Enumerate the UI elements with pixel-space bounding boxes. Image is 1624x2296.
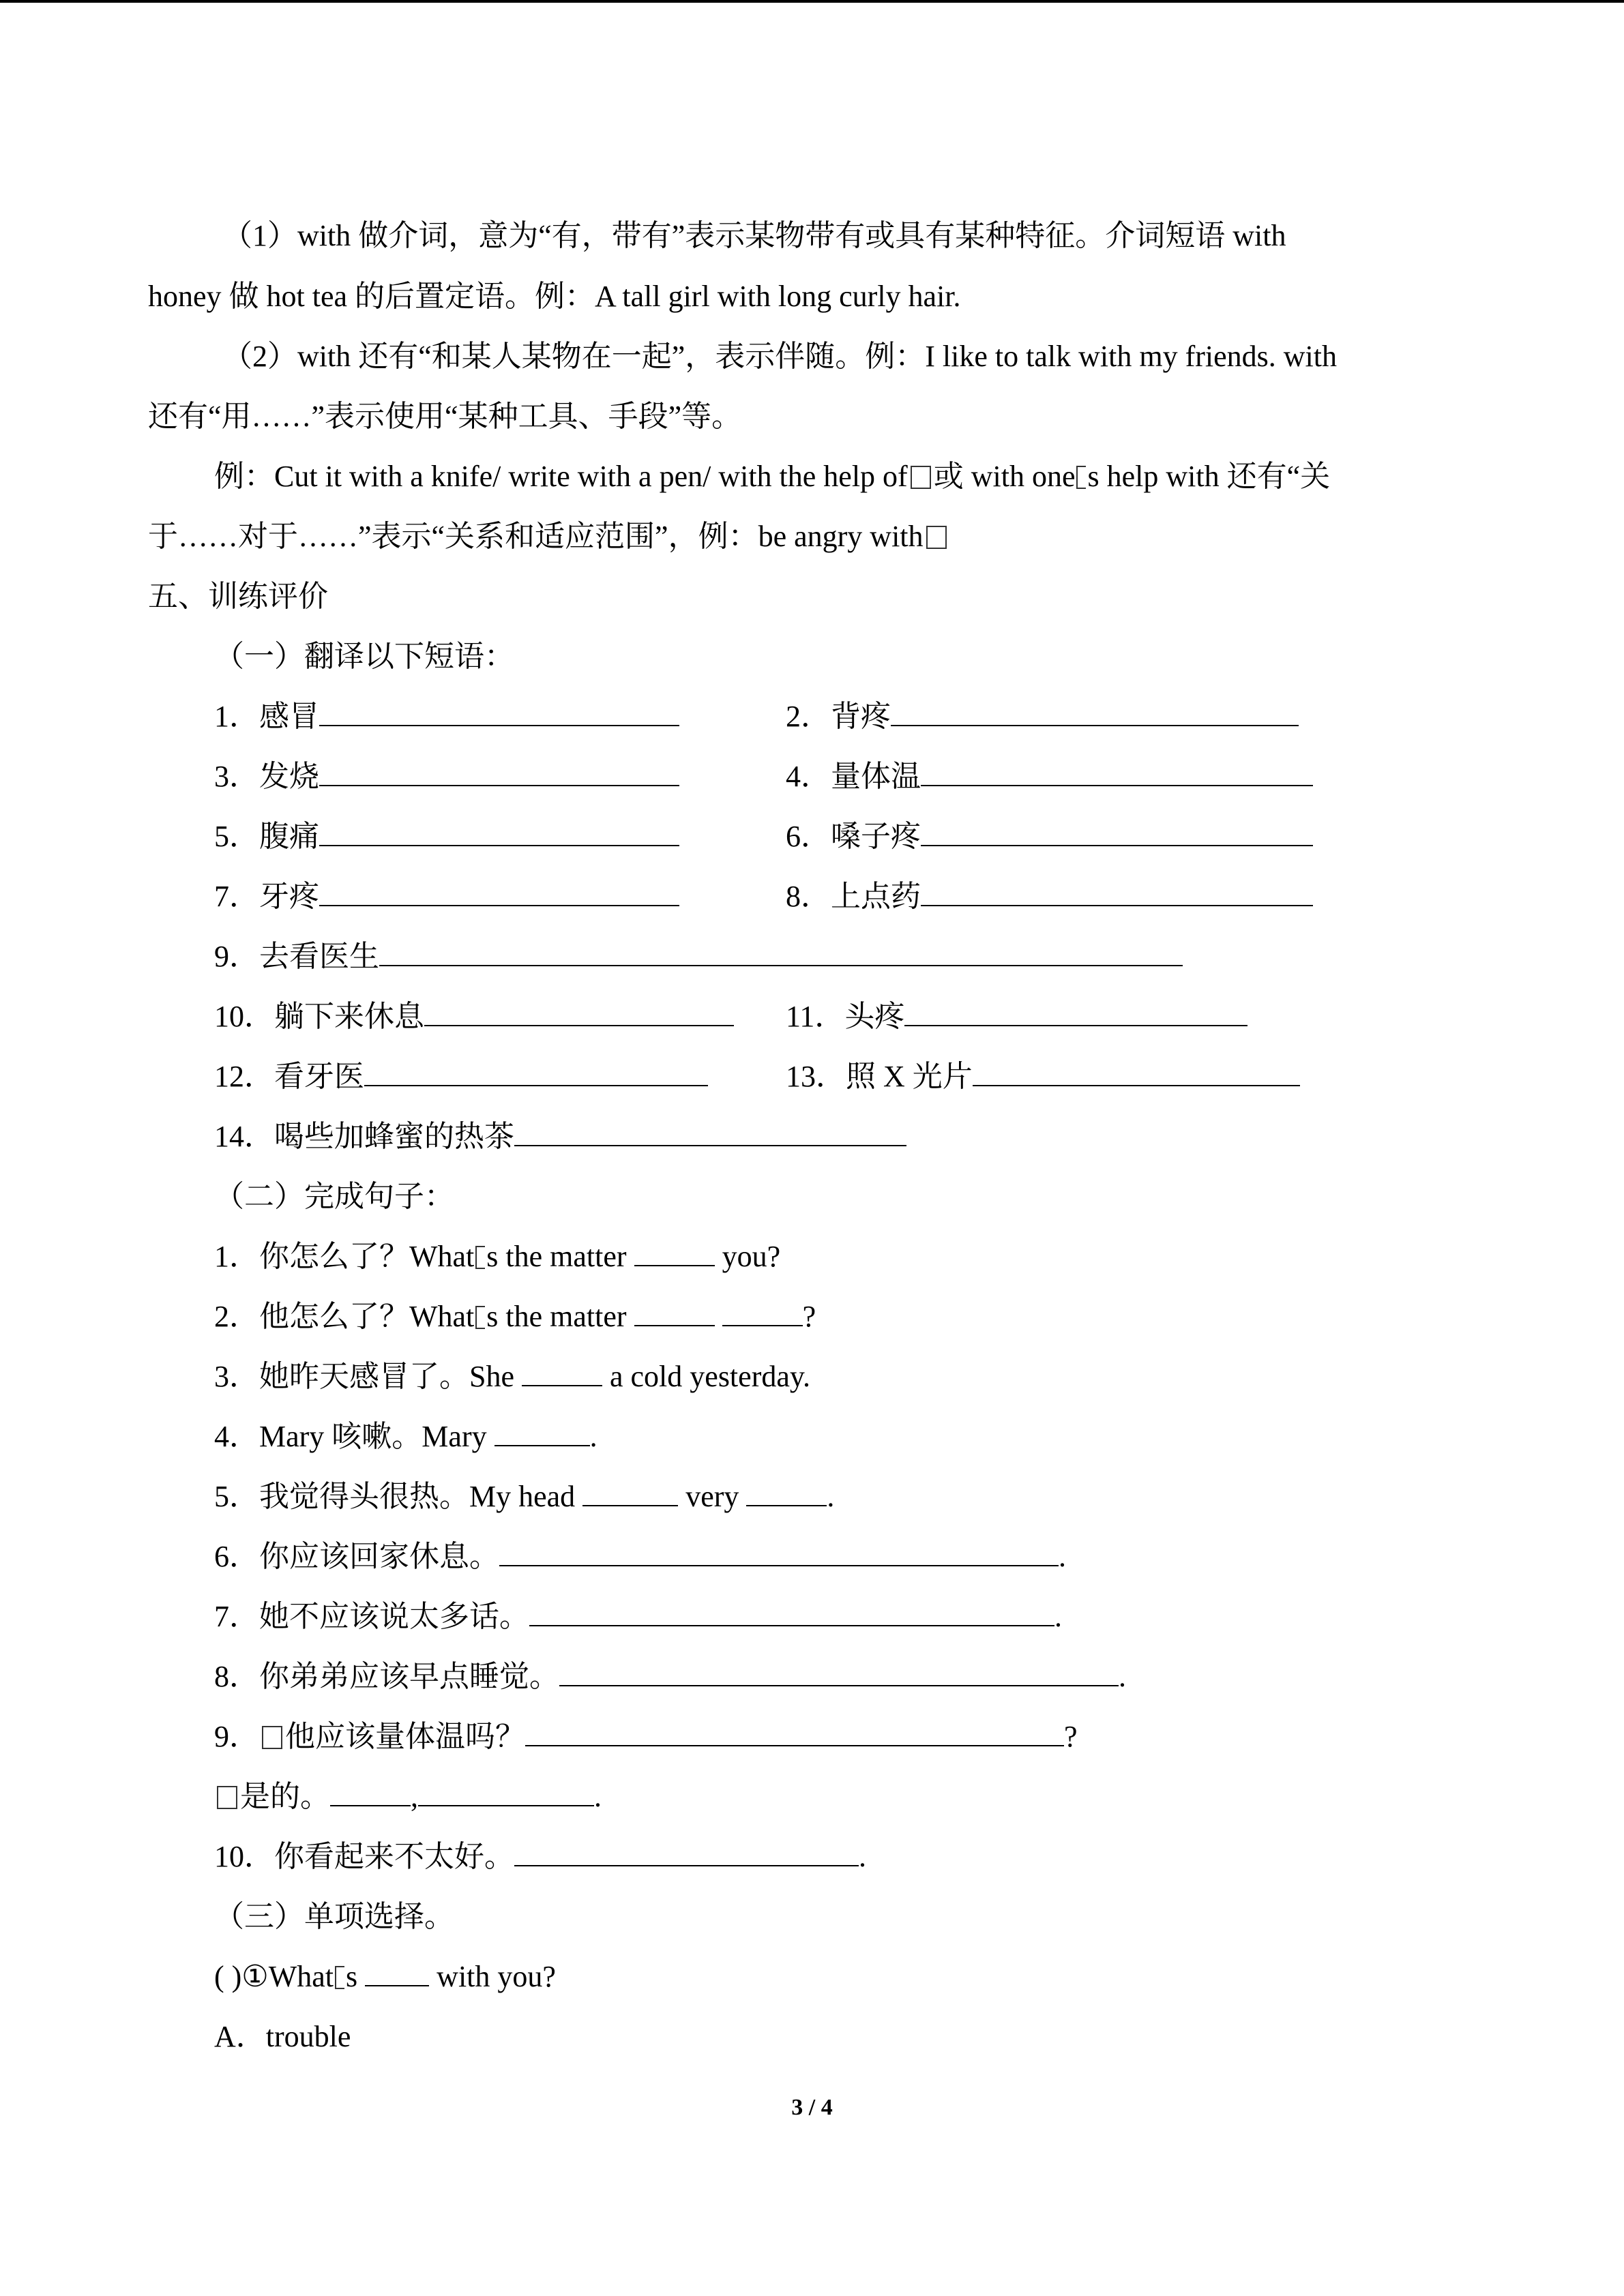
answer-blank[interactable] [746, 1478, 827, 1506]
answer-blank[interactable] [514, 1838, 859, 1866]
answer-blank[interactable] [522, 1358, 602, 1386]
missing-apostrophe-glyph [335, 1966, 344, 1989]
phrase-item: 7．牙疼 [214, 876, 679, 917]
sentence-item: 是的。 , . [214, 1776, 602, 1817]
phrase-item: 10．躺下来休息 [214, 996, 734, 1037]
missing-glyph-box [926, 526, 947, 549]
answer-blank[interactable] [921, 758, 1313, 786]
sentence-item: 2．他怎么了？What s the matter ? [214, 1296, 816, 1337]
phrase-item: 6．嗓子疼 [786, 816, 1313, 857]
top-border [0, 0, 1624, 3]
missing-apostrophe-glyph [475, 1246, 485, 1269]
answer-blank[interactable] [559, 1658, 1119, 1686]
phrase-item: 11．头疼 [786, 996, 1247, 1037]
sentence-item: 3．她昨天感冒了。She a cold yesterday. [214, 1356, 810, 1397]
sentence-item: 9． 他应该量体温吗？ ? [214, 1716, 1078, 1757]
phrase-item: 2．背疼 [786, 696, 1299, 737]
grammar-para3-line1: 例：Cut it with a knife/ write with a pen/ with the help of 或 with one s help with 还有“关 [214, 460, 1331, 493]
sentence-item: 8．你弟弟应该早点睡觉。 . [214, 1656, 1126, 1697]
sentence-item: 5．我觉得头很热。My head very . [214, 1476, 834, 1517]
answer-blank[interactable] [499, 1538, 1059, 1566]
answer-blank[interactable] [365, 1958, 429, 1986]
sentence-item: 4．Mary 咳嗽。Mary . [214, 1416, 597, 1457]
sentence-item: 7．她不应该说太多话。 . [214, 1596, 1062, 1637]
answer-blank[interactable] [634, 1238, 715, 1266]
page-number: 3 / 4 [791, 2095, 833, 2120]
answer-blank[interactable] [364, 1058, 708, 1086]
answer-blank[interactable] [891, 698, 1299, 726]
missing-glyph-box [911, 466, 931, 489]
answer-blank[interactable] [494, 1418, 590, 1446]
answer-blank[interactable] [973, 1058, 1300, 1086]
phrase-item: 14．喝些加蜂蜜的热茶 [214, 1116, 906, 1157]
part2-title: （二）完成句子： [214, 1180, 454, 1213]
grammar-para2-line2: 还有“用……”表示使用“某种工具、手段”等。 [148, 400, 742, 433]
phrase-item: 9．去看医生 [214, 936, 1183, 977]
missing-glyph-box [262, 1726, 282, 1749]
answer-blank[interactable] [379, 938, 1183, 966]
answer-blank[interactable] [424, 998, 734, 1026]
answer-blank[interactable] [529, 1598, 1054, 1626]
answer-blank[interactable] [582, 1478, 678, 1506]
grammar-para1-line1: （1）with 做介词，意为“有，带有”表示某物带有或具有某种特征。介词短语 with [222, 219, 1286, 252]
answer-blank[interactable] [634, 1298, 715, 1326]
answer-blank[interactable] [921, 878, 1313, 906]
grammar-para3-line2: 于……对于……”表示“关系和适应范围”，例：be angry with [148, 516, 949, 557]
sentence-item: 1．你怎么了？What s the matter you? [214, 1236, 780, 1277]
phrase-item: 12．看牙医 [214, 1056, 708, 1097]
answer-blank[interactable] [319, 818, 679, 846]
phrase-item: 8．上点药 [786, 876, 1313, 917]
phrase-item: 13．照 X 光片 [786, 1056, 1300, 1097]
missing-apostrophe-glyph [1076, 466, 1086, 489]
answer-blank[interactable] [319, 878, 679, 906]
choice-option-a: A．trouble [214, 2020, 351, 2053]
answer-blank[interactable] [904, 998, 1247, 1026]
answer-blank[interactable] [722, 1298, 803, 1326]
phrase-item: 4．量体温 [786, 756, 1313, 797]
phrase-item: 5．腹痛 [214, 816, 679, 857]
section-title: 五、训练评价 [148, 580, 328, 613]
missing-glyph-box [217, 1786, 237, 1809]
choice-question: ( )①What s with you? [214, 1956, 556, 1997]
missing-apostrophe-glyph [475, 1306, 485, 1329]
answer-blank[interactable] [319, 758, 679, 786]
part3-title: （三）单项选择。 [214, 1900, 454, 1933]
grammar-para1-line2: honey 做 hot tea 的后置定语。例：A tall girl with long curly hair. [148, 280, 961, 313]
answer-blank[interactable] [921, 818, 1313, 846]
part1-title: （一）翻译以下短语： [214, 640, 514, 673]
answer-blank[interactable] [418, 1778, 594, 1806]
answer-blank[interactable] [525, 1718, 1064, 1746]
answer-blank[interactable] [330, 1778, 411, 1806]
answer-blank[interactable] [514, 1118, 906, 1146]
sentence-item: 6．你应该回家休息。 . [214, 1536, 1066, 1577]
sentence-item: 10．你看起来不太好。 . [214, 1836, 866, 1877]
grammar-para2-line1: （2）with 还有“和某人某物在一起”，表示伴随。例：I like to talk with my friends. with [222, 340, 1337, 373]
phrase-item: 3．发烧 [214, 756, 679, 797]
answer-blank[interactable] [319, 698, 679, 726]
phrase-item: 1．感冒 [214, 696, 679, 737]
